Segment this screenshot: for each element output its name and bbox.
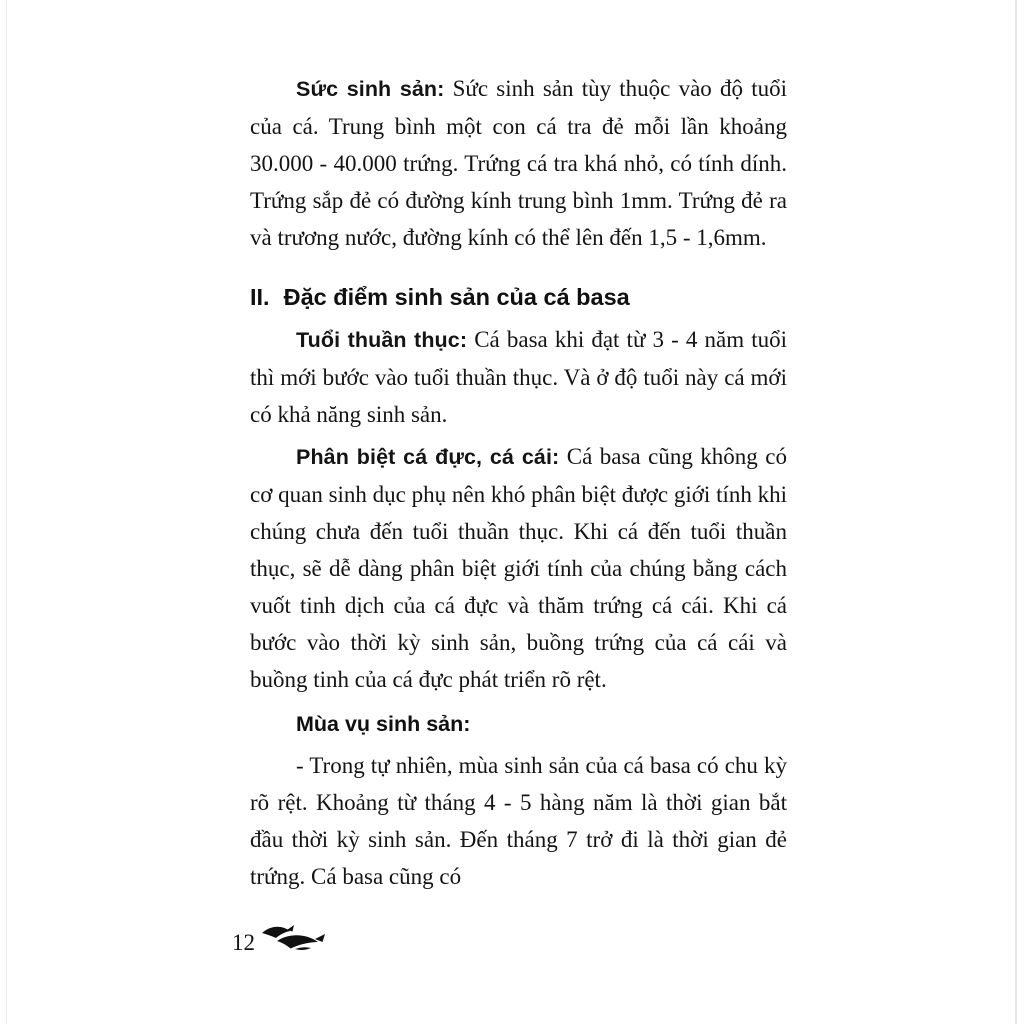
section-heading-numeral: II. bbox=[250, 284, 270, 310]
paragraph-text-sex-distinction: Cá basa cũng không có cơ quan sinh dục phụ nên khó phân biệt được giới tính khi chúng chưa đến tuổi thuần thục. Khi cá đến tuổi thuần thục, sẽ dễ dàng phân biệt giới tính của chúng bằng cách vuốt tinh dịch của cá đực và thăm trứng cá cái. Khi cá bước vào thời kỳ sinh sản, buồng trứng của cá cái và buồng tinh của cá đực phát triển rõ rệt. bbox=[250, 444, 787, 692]
scan-edge-right bbox=[1015, 0, 1017, 1024]
paragraph-lead-maturity-age: Tuổi thuần thục: bbox=[296, 328, 468, 352]
page-footer bbox=[232, 920, 333, 957]
paragraph-lead-fertility: Sức sinh sản: bbox=[296, 77, 445, 101]
section-heading-title: Đặc điểm sinh sản của cá basa bbox=[283, 284, 630, 310]
paragraph-text-fertility: Sức sinh sản tùy thuộc vào độ tuổi của cá. Trung bình một con cá tra đẻ mỗi lần khoảng 30.000 - 40.000 trứng. Trứng cá tra khá nhỏ, có tính dính. Trứng sắp đẻ có đường kính trung bình 1mm. Trứng đẻ ra và trương nước, đường kính có thể lên đến 1,5 - 1,6mm. bbox=[250, 76, 787, 250]
page-number: 12 bbox=[232, 930, 255, 955]
section-heading bbox=[250, 280, 787, 314]
paragraph-fertility bbox=[250, 70, 787, 256]
page-text-block bbox=[250, 70, 787, 895]
scan-edge-left bbox=[6, 0, 7, 1024]
paragraph-breeding-season bbox=[250, 747, 787, 895]
fish-ornament-icon bbox=[259, 920, 333, 957]
subheading-breeding-season: Mùa vụ sinh sản: bbox=[296, 712, 471, 736]
paragraph-text-breeding-season: - Trong tự nhiên, mùa sinh sản của cá basa có chu kỳ rõ rệt. Khoảng từ tháng 4 - 5 hàng năm là thời gian bắt đầu thời kỳ sinh sản. Đến tháng 7 trở đi là thời gian đẻ trứng. Cá basa cũng có bbox=[250, 753, 787, 889]
paragraph-text-maturity-age: Cá basa khi đạt từ 3 - 4 năm tuổi thì mới bước vào tuổi thuần thục. Và ở độ tuổi này cá mới có khả năng sinh sản. bbox=[250, 327, 787, 427]
paragraph-sex-distinction bbox=[250, 438, 787, 698]
paragraph-lead-sex-distinction: Phân biệt cá đực, cá cái: bbox=[296, 445, 560, 469]
paragraph-maturity-age bbox=[250, 321, 787, 433]
